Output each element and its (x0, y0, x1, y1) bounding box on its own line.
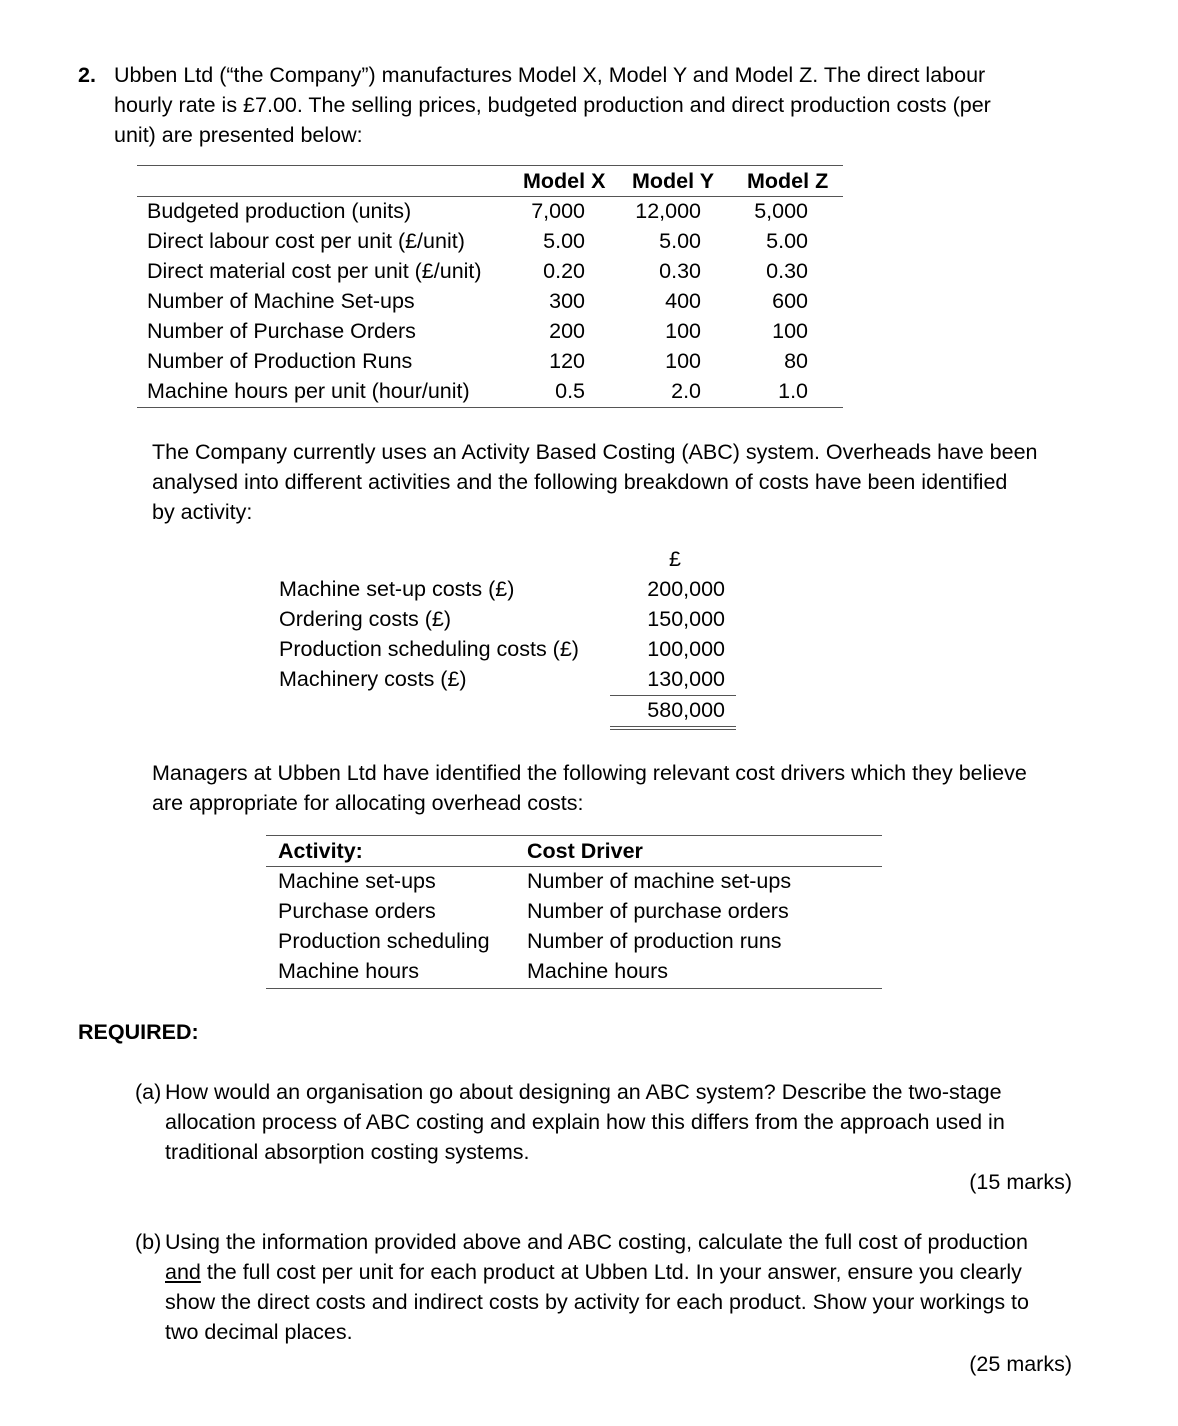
part-b-line: Using the information provided above and ABC costing, calculate the full cost of production (165, 1230, 1028, 1254)
driver-table-header (266, 836, 882, 866)
row-label: Budgeted production (units) (147, 199, 412, 223)
header-cost-driver: Cost Driver (527, 839, 643, 863)
cell-model-z: 1.0 (778, 379, 808, 403)
driver-cell: Number of machine set-ups (527, 869, 792, 893)
intro-line: unit) are presented below: (114, 123, 363, 147)
header-activity: Activity: (278, 839, 363, 863)
cell-model-y: 5.00 (659, 229, 701, 253)
cell-model-y: 400 (665, 289, 701, 313)
part-a-line: How would an organisation go about designing an ABC system? Describe the two-stage (165, 1080, 1002, 1104)
paragraph-line: are appropriate for allocating overhead costs: (152, 791, 584, 815)
cost-row-value: 200,000 (647, 577, 725, 601)
cost-row-value: 150,000 (647, 607, 725, 631)
part-a-line: traditional absorption costing systems. (165, 1140, 530, 1164)
activity-cell: Machine hours (278, 959, 420, 983)
total-double-rule-bottom (610, 729, 736, 730)
cell-model-x: 5.00 (543, 229, 585, 253)
part-b-text (165, 1227, 1072, 1347)
cell-model-z: 80 (784, 349, 808, 373)
table-row (137, 346, 843, 376)
paragraph-line: Managers at Ubben Ltd have identified the following relevant cost drivers which they believe (152, 761, 1027, 785)
question-number: 2. (78, 63, 96, 87)
part-b-line: show the direct costs and indirect costs by activity for each product. Show your workings to (165, 1290, 1029, 1314)
header-model-z: Model Z (747, 169, 829, 193)
cell-model-y: 0.30 (659, 259, 701, 283)
part-b-line: two decimal places. (165, 1320, 353, 1344)
table-row (137, 376, 843, 406)
table-row (266, 896, 882, 926)
table-row (137, 226, 843, 256)
cell-model-x: 7,000 (531, 199, 585, 223)
question-intro (114, 60, 1072, 150)
table-row (266, 926, 882, 956)
abc-paragraph (152, 437, 1072, 527)
part-b-line-rest: the full cost per unit for each product at Ubben Ltd. In your answer, ensure you clearly (200, 1260, 1022, 1284)
paragraph-line: by activity: (152, 500, 253, 524)
underlined-and: and (165, 1260, 201, 1284)
part-b-label: (b) (135, 1230, 162, 1254)
cost-row-label: Production scheduling costs (£) (279, 637, 579, 661)
part-a-line: allocation process of ABC costing and explain how this differs from the approach used in (165, 1110, 1005, 1134)
paragraph-line: analysed into different activities and the following breakdown of costs have been identified (152, 470, 1008, 494)
header-model-x: Model X (523, 169, 606, 193)
driver-cell: Number of production runs (527, 929, 782, 953)
table-row (266, 866, 882, 896)
drivers-paragraph (152, 758, 1072, 818)
cost-row-value: 130,000 (647, 667, 725, 691)
table-bottom-rule (266, 988, 882, 989)
table-row (137, 196, 843, 226)
activity-cell: Production scheduling (278, 929, 490, 953)
activity-cell: Purchase orders (278, 899, 436, 923)
row-label: Machine hours per unit (hour/unit) (147, 379, 470, 403)
currency-header: £ (669, 547, 681, 571)
cost-row-label: Ordering costs (£) (279, 607, 452, 631)
part-a-text (165, 1077, 1072, 1167)
row-label: Number of Machine Set-ups (147, 289, 415, 313)
cost-row-label: Machinery costs (£) (279, 667, 467, 691)
cell-model-x: 0.20 (543, 259, 585, 283)
part-a-marks: (15 marks) (969, 1170, 1072, 1194)
intro-line: hourly rate is £7.00. The selling prices, budgeted production and direct production costs (per (114, 93, 991, 117)
cell-model-x: 300 (549, 289, 585, 313)
header-model-y: Model Y (632, 169, 715, 193)
table-row (137, 256, 843, 286)
activity-cell: Machine set-ups (278, 869, 436, 893)
cell-model-z: 100 (772, 319, 808, 343)
paragraph-line: The Company currently uses an Activity Based Costing (ABC) system. Overheads have been (152, 440, 1038, 464)
production-table-header (137, 166, 843, 196)
row-label: Direct labour cost per unit (£/unit) (147, 229, 465, 253)
cell-model-x: 200 (549, 319, 585, 343)
cost-row-value: 100,000 (647, 637, 725, 661)
cell-model-y: 12,000 (635, 199, 701, 223)
cell-model-z: 0.30 (766, 259, 808, 283)
total-double-rule-top (610, 726, 736, 727)
required-heading: REQUIRED: (78, 1020, 199, 1044)
part-b-marks: (25 marks) (969, 1352, 1072, 1376)
table-row (137, 286, 843, 316)
table-row (266, 956, 882, 986)
driver-cell: Number of purchase orders (527, 899, 789, 923)
driver-cell: Machine hours (527, 959, 669, 983)
row-label: Number of Purchase Orders (147, 319, 416, 343)
cell-model-y: 100 (665, 319, 701, 343)
table-row (137, 316, 843, 346)
cost-total: 580,000 (647, 698, 725, 722)
intro-line: Ubben Ltd (“the Company”) manufactures Model X, Model Y and Model Z. The direct labour (114, 63, 986, 87)
part-b-line (165, 1257, 1072, 1287)
row-label: Number of Production Runs (147, 349, 413, 373)
row-label: Direct material cost per unit (£/unit) (147, 259, 482, 283)
table-bottom-rule (137, 407, 843, 408)
cell-model-x: 0.5 (555, 379, 585, 403)
part-a-label: (a) (135, 1080, 162, 1104)
cell-model-y: 2.0 (671, 379, 701, 403)
cell-model-z: 5.00 (766, 229, 808, 253)
cell-model-z: 5,000 (754, 199, 808, 223)
cell-model-y: 100 (665, 349, 701, 373)
cell-model-z: 600 (772, 289, 808, 313)
cell-model-x: 120 (549, 349, 585, 373)
cost-row-label: Machine set-up costs (£) (279, 577, 515, 601)
